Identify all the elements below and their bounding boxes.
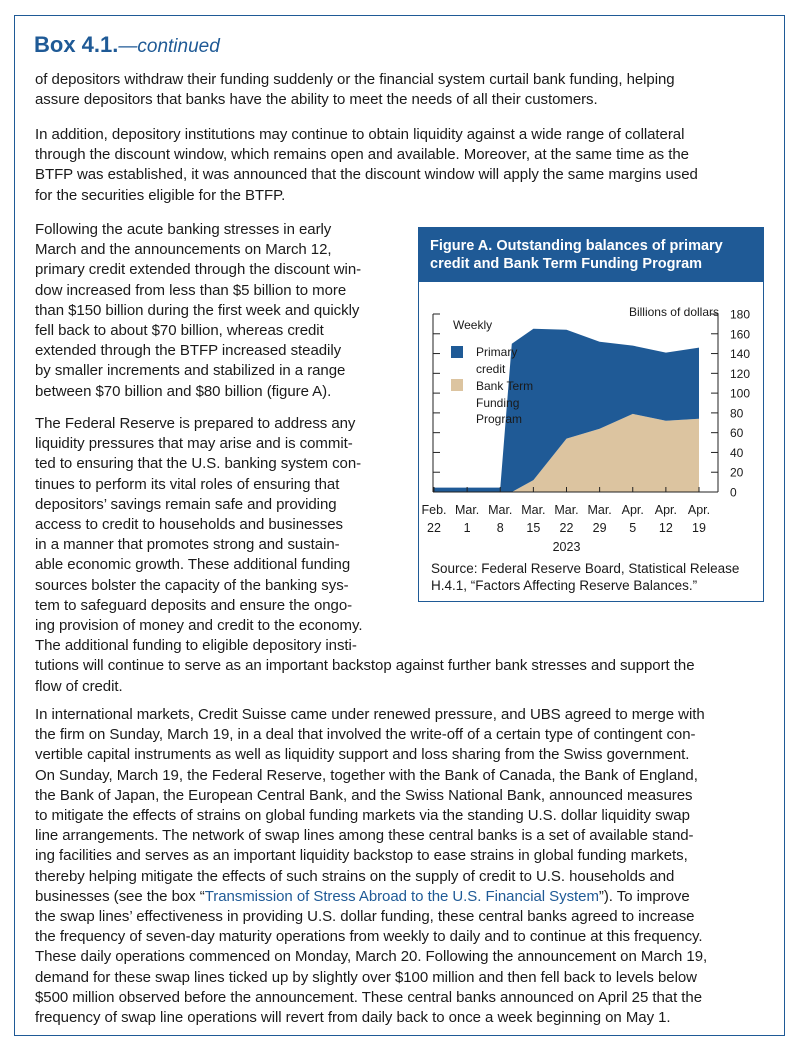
x-tick-label-month: Feb.: [421, 503, 447, 517]
y-tick-label: 20: [730, 465, 744, 480]
text-line: than $150 billion during the first week and quickly: [35, 301, 360, 319]
x-tick-label-day: 12: [658, 521, 673, 535]
y-tick-label: 80: [730, 406, 744, 421]
x-tick-label-month: Mar.: [488, 503, 513, 517]
x-tick-label-day: 19: [692, 521, 706, 535]
text-line: the Bank of Japan, the European Central Bank, and the Swiss National Bank, announced measures: [35, 786, 693, 804]
figure-title-line: credit and Bank Term Funding Program: [430, 256, 703, 272]
text-line: thereby helping mitigate the effects of such strains on the supply of credit to U.S. households and: [35, 867, 675, 885]
text-line: able economic growth. These additional funding: [35, 556, 351, 574]
x-tick-label-month: Mar.: [587, 503, 612, 517]
x-tick-label-month: Mar.: [454, 503, 480, 517]
y-tick-label: 120: [730, 366, 751, 381]
figure-source-line: H.4.1, “Factors Affecting Reserve Balances.”: [431, 578, 698, 593]
text-line: in a manner that promotes strong and sustain-: [35, 536, 340, 554]
y-tick-label: 0: [730, 485, 737, 500]
text-line: fell back to about $70 billion, whereas credit: [35, 322, 324, 340]
text-line: demand for these swap lines ticked up by slightly over $100 million and then fell back to levels below: [35, 968, 697, 986]
text-line: In international markets, Credit Suisse came under renewed pressure, and UBS agreed to merge with: [35, 706, 705, 723]
figure-source: [431, 560, 739, 594]
x-tick-label-day: 5: [629, 521, 637, 535]
text-line: tinues to perform its vital roles of ensuring that: [35, 475, 340, 493]
text-line: for the securities eligible for the BTFP.: [35, 186, 286, 204]
x-tick-label-month: Apr.: [687, 503, 711, 517]
box-heading: [34, 31, 220, 61]
text-line: liquidity pressures that may arise and is commit-: [35, 435, 353, 453]
legend-label-primary-credit: Primary: [476, 345, 518, 359]
figure-source-line: Source: Federal Reserve Board, Statistical Release: [431, 561, 740, 576]
text-line: the firm on Sunday, March 19, in a deal that involved the write-off of a certain type of contingent con-: [35, 726, 696, 744]
text-line: frequency of swap line operations will revert from daily back to once a week beginning on May 1.: [35, 1009, 671, 1027]
y-tick-label: 140: [730, 347, 751, 362]
x-tick-label-day: 8: [496, 521, 504, 535]
text-line: line arrangements. The network of swap lines among these central banks is a set of available stand-: [35, 827, 694, 845]
paragraph-3: [35, 220, 361, 402]
text-line: between $70 billion and $80 billion (figure A).: [35, 382, 332, 400]
text-line: through the discount window, which remains open and available. Moreover, at the same time as the: [35, 146, 689, 164]
figure-title: [419, 228, 763, 282]
text-line: tem to safeguard deposits and ensure the ongo-: [35, 596, 353, 614]
paragraph-5: [35, 705, 707, 1028]
text-line: BTFP was established, it was announced that the discount window will apply the same margins used: [35, 166, 698, 184]
x-tick-label-month: Apr.: [621, 503, 644, 517]
legend-label-btfp: Funding: [476, 396, 520, 410]
text-line: by smaller increments and stabilized in a range: [35, 362, 346, 380]
x-tick-label-day: 22: [559, 521, 574, 535]
legend-swatch-btfp: [451, 379, 463, 391]
x-tick-label-month: Mar.: [521, 503, 546, 517]
text-line: vertible capital instruments as well as liquidity support and loss sharing from the Swiss government.: [35, 746, 690, 764]
text-line: assure depositors that banks have the ability to meet the needs of all their customers.: [35, 91, 598, 109]
text-line: primary credit extended through the discount win-: [35, 261, 362, 279]
legend-label-btfp: Program: [476, 412, 523, 426]
balances-chart: [419, 282, 762, 560]
legend-label-primary-credit: credit: [476, 362, 506, 376]
x-tick-label-month: Mar.: [554, 503, 579, 517]
text-line-with-link: [35, 887, 707, 907]
x-tick-label-day: 22: [427, 521, 441, 535]
figure-a: [418, 227, 764, 602]
frequency-label: Weekly: [453, 318, 493, 332]
y-tick-label: 40: [730, 445, 744, 460]
text-line: the frequency of seven-day maturity operations from weekly to daily and to continue at this frequency.: [35, 928, 703, 946]
paragraph-2: [35, 125, 698, 206]
text-line: the swap lines’ effectiveness in providing U.S. dollar funding, these central banks agreed to increase: [35, 908, 695, 926]
x-tick-label-day: 15: [526, 521, 541, 535]
text-line: ing facilities and serves as an important liquidity backstop to ease strains in global funding markets,: [35, 847, 688, 865]
text-fragment: ”). To improve: [598, 887, 690, 905]
box-continued-label: —continued: [118, 36, 220, 57]
text-line: sources bolster the capacity of the banking sys-: [35, 576, 349, 594]
text-line: access to credit to households and businesses: [35, 516, 343, 534]
y-tick-label: 60: [730, 426, 744, 441]
text-line: In addition, depository institutions may continue to obtain liquidity against a wide range of collateral: [35, 126, 685, 143]
figure-title-line: Figure A. Outstanding balances of primary: [430, 238, 723, 254]
y-tick-label: 160: [730, 327, 751, 342]
paragraph-1: [35, 70, 675, 110]
text-line: On Sunday, March 19, the Federal Reserve, together with the Bank of Canada, the Bank of England,: [35, 766, 698, 784]
x-axis-year-label: 2023: [552, 540, 581, 554]
y-axis-label: Billions of dollars: [628, 305, 719, 319]
text-line: The Federal Reserve is prepared to address any: [35, 415, 356, 432]
x-tick-label-month: Apr.: [654, 503, 677, 517]
transmission-of-stress-link[interactable]: Transmission of Stress Abroad to the U.S. Financial System: [204, 887, 599, 905]
text-line: dow increased from less than $5 billion to more: [35, 281, 347, 299]
text-line: Following the acute banking stresses in early: [35, 221, 332, 238]
text-line: to mitigate the effects of strains on global funding markets via the standing U.S. dollar liquidity swap: [35, 807, 690, 825]
text-line: $500 million observed before the announcement. These central banks announced on April 25 that the: [35, 988, 703, 1006]
box-title: Box 4.1.: [34, 32, 119, 57]
text-line: extended through the BTFP increased steadily: [35, 342, 342, 360]
text-fragment: businesses (see the box “: [35, 887, 205, 905]
text-line: These daily operations commenced on Monday, March 20. Following the announcement on March 19,: [35, 948, 708, 966]
legend-swatch-primary-credit: [451, 346, 463, 358]
text-line: The additional funding to eligible depository insti-: [35, 637, 357, 655]
text-line: ing provision of money and credit to the economy.: [35, 617, 363, 635]
text-line: depositors’ savings remain safe and providing: [35, 495, 337, 513]
legend-label-btfp: Bank Term: [476, 379, 534, 393]
text-line: ted to ensuring that the U.S. banking system con-: [35, 455, 362, 473]
text-line: flow of credit.: [35, 677, 123, 695]
x-tick-label-day: 1: [463, 521, 471, 535]
y-tick-label: 180: [730, 307, 751, 322]
x-tick-label-day: 29: [592, 521, 607, 535]
text-line: of depositors withdraw their funding suddenly or the financial system curtail bank funding, helping: [35, 71, 675, 88]
text-line: March and the announcements on March 12,: [35, 241, 332, 259]
y-tick-label: 100: [730, 386, 751, 401]
text-line: tutions will continue to serve as an important backstop against further bank stresses and support the: [35, 657, 695, 675]
